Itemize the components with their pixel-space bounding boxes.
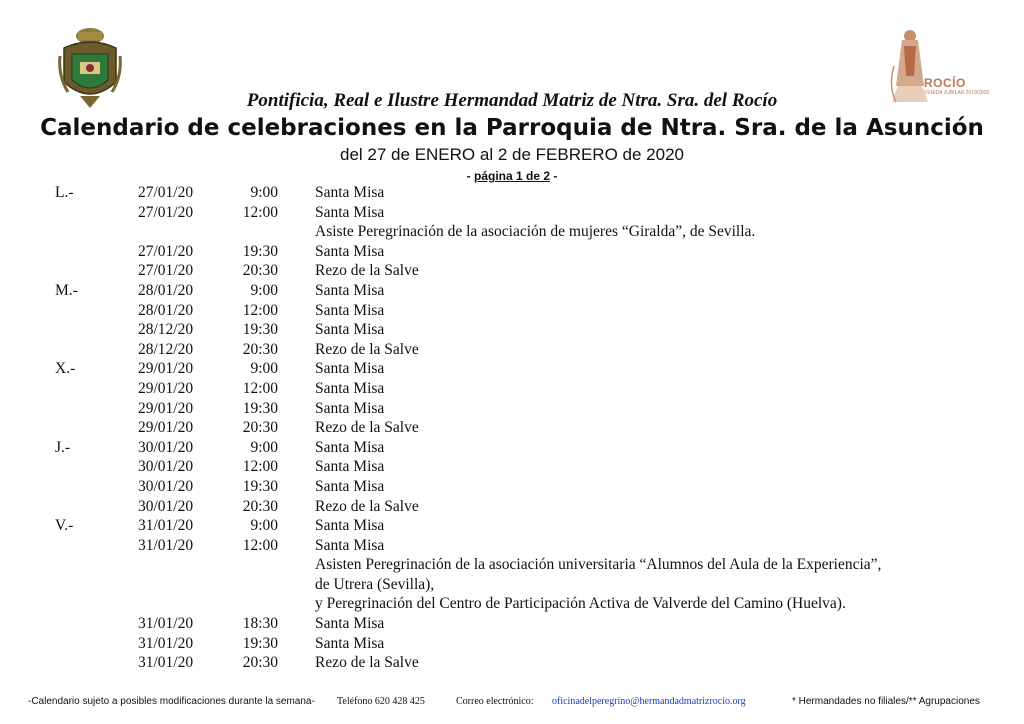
page-number: página 1 de 2 xyxy=(473,169,551,183)
date-cell: 30/01/20 xyxy=(138,438,194,456)
description-cell: Rezo de la Salve xyxy=(315,654,419,672)
schedule-row xyxy=(0,261,1024,281)
description-cell: de Utrera (Sevilla), xyxy=(315,575,435,593)
date-cell: 28/12/20 xyxy=(138,340,194,358)
schedule-row xyxy=(0,653,1024,673)
description-cell: Santa Misa xyxy=(315,458,385,476)
schedule-row xyxy=(0,379,1024,399)
date-cell: 27/01/20 xyxy=(138,203,194,221)
schedule-row xyxy=(0,594,1024,614)
footer-legend: * Hermandades no filiales/** Agrupaciones xyxy=(792,696,980,707)
time-cell: 12:00 xyxy=(242,458,278,476)
schedule-row xyxy=(0,457,1024,477)
date-range: del 27 de ENERO al 2 de FEBRERO de 2020 xyxy=(340,145,684,164)
page-footer xyxy=(0,696,1024,710)
time-cell: 19:30 xyxy=(242,634,278,652)
schedule-row xyxy=(0,536,1024,556)
description-cell: Santa Misa xyxy=(315,536,385,554)
schedule-row xyxy=(0,183,1024,203)
description-cell: Santa Misa xyxy=(315,379,385,397)
description-cell: Santa Misa xyxy=(315,203,385,221)
description-cell: Rezo de la Salve xyxy=(315,497,419,515)
schedule-row xyxy=(0,340,1024,360)
schedule-row xyxy=(0,418,1024,438)
schedule-row xyxy=(0,477,1024,497)
date-cell: 30/01/20 xyxy=(138,477,194,495)
time-cell: 12:00 xyxy=(242,536,278,554)
date-cell: 31/01/20 xyxy=(138,634,194,652)
description-cell: Santa Misa xyxy=(315,321,385,339)
schedule-row xyxy=(0,203,1024,223)
date-cell: 30/01/20 xyxy=(138,497,194,515)
description-cell: Santa Misa xyxy=(315,517,385,535)
schedule-row xyxy=(0,399,1024,419)
date-cell: 29/01/20 xyxy=(138,419,194,437)
footer-email-label: Correo electrónico: xyxy=(456,696,534,707)
schedule-row xyxy=(0,555,1024,575)
date-cell: 31/01/20 xyxy=(138,517,194,535)
description-cell: Rezo de la Salve xyxy=(315,262,419,280)
seal-subtitle-text: VENIDA JUBILAR 2019/2020 xyxy=(924,90,990,96)
time-cell: 12:00 xyxy=(242,203,278,221)
description-cell: Rezo de la Salve xyxy=(315,340,419,358)
description-cell: Asisten Peregrinación de la asociación universitaria “Alumnos del Aula de la Experiencia”, xyxy=(315,556,882,574)
time-cell: 9:00 xyxy=(250,184,278,201)
day-label: J.- xyxy=(55,438,71,456)
day-label: M.- xyxy=(55,281,78,299)
date-cell: 30/01/20 xyxy=(138,458,194,476)
time-cell: 20:30 xyxy=(242,262,278,280)
seal-rocio-text: ROCÍO xyxy=(924,76,966,90)
time-cell: 9:00 xyxy=(250,517,278,535)
schedule-row xyxy=(0,614,1024,634)
description-cell: Santa Misa xyxy=(315,242,385,260)
schedule-row xyxy=(0,320,1024,340)
time-cell: 20:30 xyxy=(242,419,278,437)
page-title: Calendario de celebraciones en la Parroquia de Ntra. Sra. de la Asunción xyxy=(40,115,984,141)
hermandad-subtitle: Pontificia, Real e Ilustre Hermandad Matriz de Ntra. Sra. del Rocío xyxy=(246,90,778,111)
time-cell: 9:00 xyxy=(250,281,278,299)
date-cell: 27/01/20 xyxy=(138,262,194,280)
time-cell: 20:30 xyxy=(242,654,278,672)
date-cell: 27/01/20 xyxy=(138,242,194,260)
time-cell: 19:30 xyxy=(242,321,278,339)
footer-phone: Teléfono 620 428 425 xyxy=(337,696,425,707)
description-cell: Santa Misa xyxy=(315,281,385,299)
schedule-row xyxy=(0,359,1024,379)
time-cell: 20:30 xyxy=(242,497,278,515)
description-cell: Santa Misa xyxy=(315,399,385,417)
time-cell: 18:30 xyxy=(242,615,278,633)
date-cell: 31/01/20 xyxy=(138,654,194,672)
day-label: L.- xyxy=(55,184,74,201)
schedule-row xyxy=(0,634,1024,654)
schedule-row xyxy=(0,497,1024,517)
time-cell: 12:00 xyxy=(242,379,278,397)
description-cell: y Peregrinación del Centro de Participación Activa de Valverde del Camino (Huelva). xyxy=(315,595,846,613)
schedule-row xyxy=(0,281,1024,301)
day-label: V.- xyxy=(55,517,74,535)
time-cell: 20:30 xyxy=(242,340,278,358)
description-cell: Santa Misa xyxy=(315,301,385,319)
page-suffix: - xyxy=(550,169,558,183)
date-cell: 27/01/20 xyxy=(138,184,194,201)
description-cell: Asiste Peregrinación de la asociación de mujeres “Giralda”, de Sevilla. xyxy=(315,223,756,241)
schedule-row xyxy=(0,222,1024,242)
schedule-row xyxy=(0,242,1024,262)
schedule-row xyxy=(0,438,1024,458)
date-cell: 29/01/20 xyxy=(138,360,194,378)
schedule-row xyxy=(0,301,1024,321)
page-indicator xyxy=(0,169,1024,183)
date-cell: 28/12/20 xyxy=(138,321,194,339)
time-cell: 19:30 xyxy=(242,477,278,495)
time-cell: 19:30 xyxy=(242,399,278,417)
description-cell: Santa Misa xyxy=(315,360,385,378)
footer-email-link[interactable]: oficinadelperegrino@hermandadmatrizrocio.org xyxy=(552,696,746,707)
description-cell: Santa Misa xyxy=(315,184,385,201)
time-cell: 12:00 xyxy=(242,301,278,319)
time-cell: 9:00 xyxy=(250,360,278,378)
date-cell: 29/01/20 xyxy=(138,379,194,397)
schedule-row xyxy=(0,516,1024,536)
page-prefix: - xyxy=(466,169,474,183)
description-cell: Santa Misa xyxy=(315,615,385,633)
schedule-row xyxy=(0,575,1024,595)
description-cell: Santa Misa xyxy=(315,438,385,456)
date-cell: 29/01/20 xyxy=(138,399,194,417)
description-cell: Santa Misa xyxy=(315,634,385,652)
date-cell: 28/01/20 xyxy=(138,281,194,299)
time-cell: 19:30 xyxy=(242,242,278,260)
date-cell: 31/01/20 xyxy=(138,615,194,633)
footer-disclaimer: -Calendario sujeto a posibles modificaciones durante la semana- xyxy=(28,696,315,707)
description-cell: Santa Misa xyxy=(315,477,385,495)
day-label: X.- xyxy=(55,360,76,378)
date-cell: 31/01/20 xyxy=(138,536,194,554)
description-cell: Rezo de la Salve xyxy=(315,419,419,437)
schedule-list xyxy=(0,183,1024,673)
date-cell: 28/01/20 xyxy=(138,301,194,319)
time-cell: 9:00 xyxy=(250,438,278,456)
